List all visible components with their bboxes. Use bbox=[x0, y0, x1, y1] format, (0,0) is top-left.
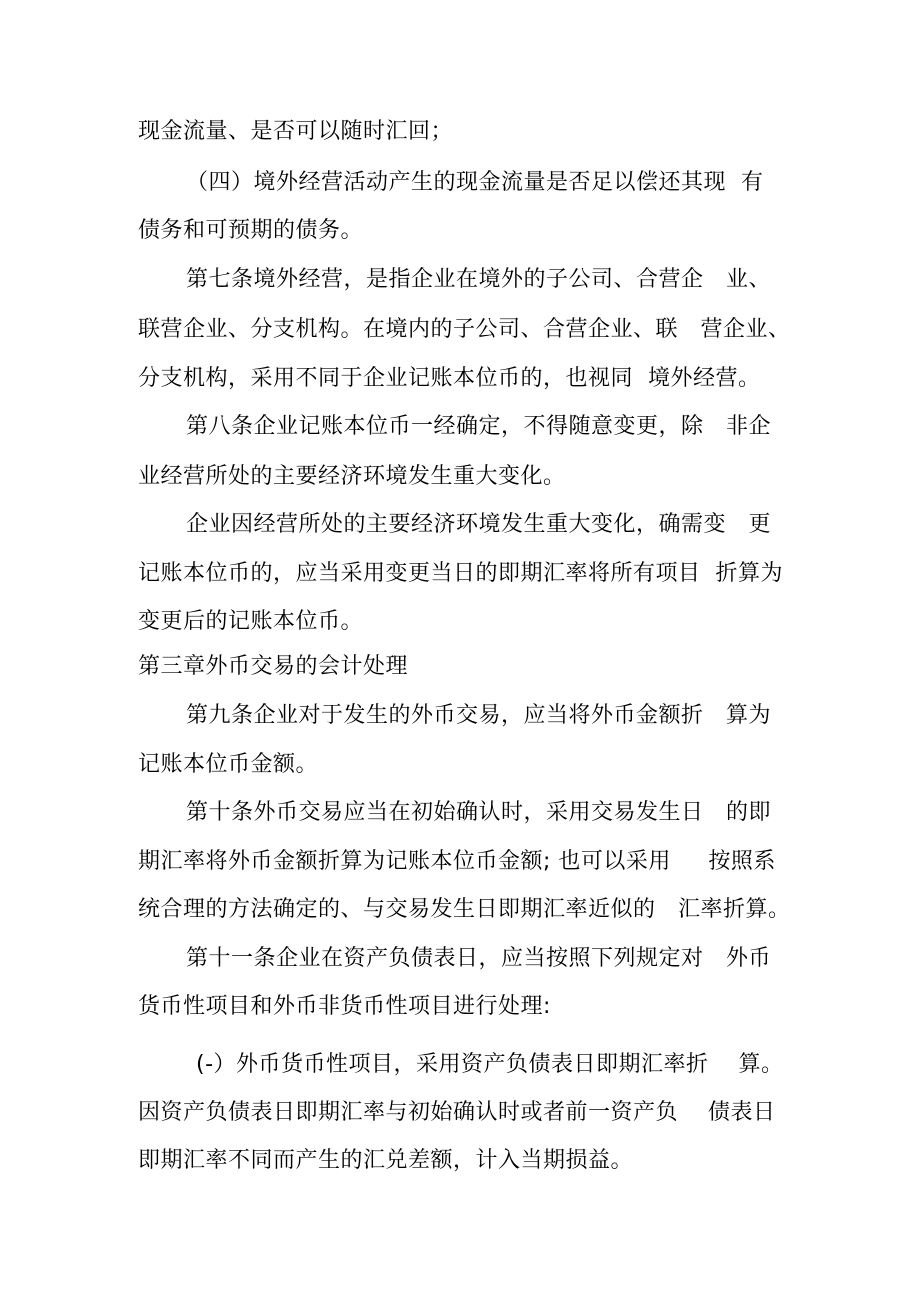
text-line-9: 企业因经营所处的主要经济环境发生重大变化，确需变 更 bbox=[186, 512, 771, 537]
text-line-21: 因资产负债表日即期汇率与初始确认时或者前一资产负 债表日 bbox=[138, 1100, 776, 1125]
text-line-18: 第十一条企业在资产负债表日，应当按照下列规定对 外币 bbox=[186, 946, 771, 971]
text-line-7: 第八条企业记账本位币一经确定，不得随意变更，除 非企 bbox=[186, 414, 771, 439]
text-line-5: 联营企业、分支机构。在境内的子公司、合营企业、联 营企业、 bbox=[138, 317, 791, 342]
text-line-1: 现金流量、是否可以随时汇回； bbox=[138, 119, 454, 144]
text-line-3: 债务和可预期的债务。 bbox=[138, 218, 364, 243]
text-line-13: 第九条企业对于发生的外币交易，应当将外币金额折 算为 bbox=[186, 703, 771, 728]
text-line-17: 统合理的方法确定的、与交易发生日即期汇率近似的 汇率折算。 bbox=[138, 897, 791, 922]
text-line-22: 即期汇率不同而产生的汇兑差额，计入当期损益。 bbox=[138, 1148, 634, 1173]
text-line-4: 第七条境外经营，是指企业在境外的子公司、合营企 业、 bbox=[186, 267, 771, 292]
text-line-20: (-）外币货币性项目，采用资产负债表日即期汇率折 算。 bbox=[196, 1052, 784, 1077]
text-line-15: 第十条外币交易应当在初始确认时，采用交易发生日 的即 bbox=[186, 800, 771, 825]
text-line-14: 记账本位币金额。 bbox=[138, 752, 319, 777]
text-line-10: 记账本位币的，应当采用变更当日的即期汇率将所有项目 折算为 bbox=[138, 561, 783, 586]
text-line-19: 货币性项目和外币非货币性项目进行处理: bbox=[138, 994, 551, 1019]
text-line-11: 变更后的记账本位币。 bbox=[138, 609, 364, 634]
chapter-heading: 第三章外币交易的会计处理 bbox=[138, 654, 409, 679]
text-line-16: 期汇率将外币金额折算为记账本位币金额; 也可以采用 按照系 bbox=[138, 849, 776, 874]
text-line-6: 分支机构，采用不同于企业记账本位币的，也视同 境外经营。 bbox=[138, 366, 761, 391]
text-line-8: 业经营所处的主要经济环境发生重大变化。 bbox=[138, 464, 566, 489]
text-line-2: （四）境外经营活动产生的现金流量是否足以偿还其现 有 bbox=[186, 170, 764, 195]
